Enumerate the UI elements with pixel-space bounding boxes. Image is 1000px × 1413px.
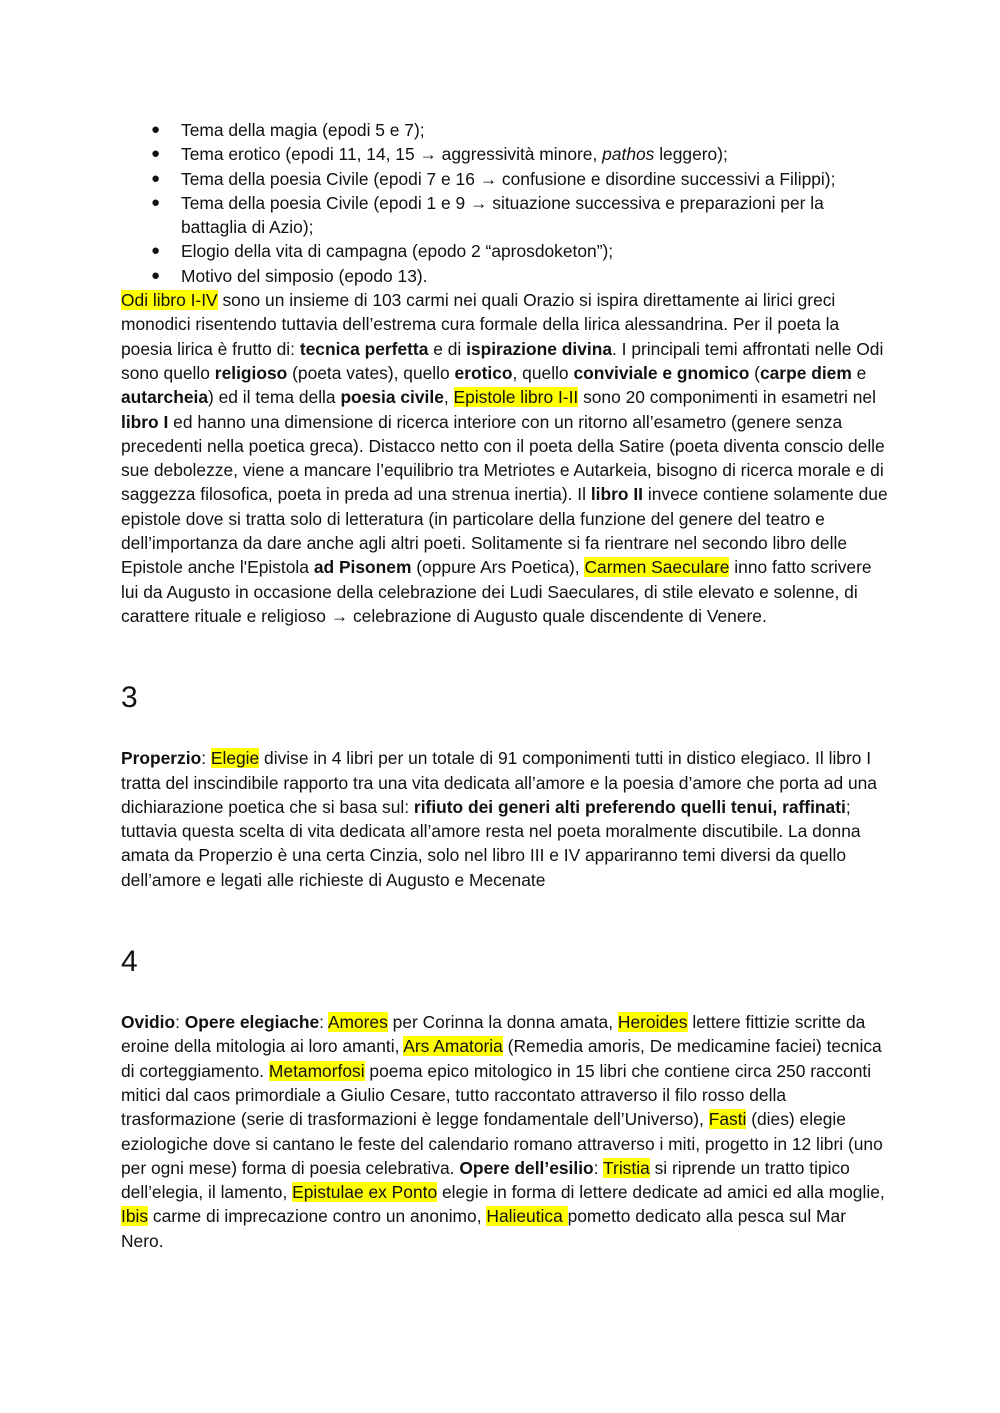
section-number: 4: [121, 945, 138, 979]
list-item: ● Tema della poesia Civile (epodi 7 e 16 → confusione e disordine successivi a Filippi);: [121, 167, 891, 191]
highlight: Epistole libro I-II: [453, 387, 579, 408]
bullet-icon: ●: [151, 242, 161, 260]
list-item: ● Motivo del simposio (epodo 13).: [121, 264, 891, 288]
highlight: Halieutica: [486, 1206, 568, 1227]
odi-epistole-paragraph: Odi libro I-IV sono un insieme di 103 carmi nei quali Orazio si ispira direttamente ai lirici greci monodici risentendo tuttavia dell’estrema cura formale della lirica alessandrina. Per il poeta la poesia lirica è frutto di: tecnica perfetta e di ispirazione divina. I principali temi affrontati nelle Odi sono quello religioso (poeta vates), quello erotico, quello conviviale e gnomico (carpe diem e autarcheia) ed il tema della poesia civile, Epistole libro I-II sono 20 componimenti in esametri nel libro I ed hanno una dimensione di ricerca interiore con un ritorno all’esametro (genere senza precedenti nella poetica greca). Distacco netto con il poeta della Satire (poeta diventa conscio delle sue debolezze, viene a mancare l’equilibrio tra Metriotes e Autarkeia, bisogno di ricerca morale e di saggezza filosofica, poeta in preda ad una strenua inertia). Il libro II invece contiene solamente due epistole dove si tratta solo di letteratura (in particolare della funzione del genere del teatro e dell’importanza da dare anche agli altri poeti. Solitamente si fa rientrare nel secondo libro delle Epistole anche l'Epistola ad Pisonem (oppure Ars Poetica), Carmen Saeculare inno fatto scrivere lui da Augusto in occasione della celebrazione dei Ludi Saeculares, di stile elevato e solenne, di carattere rituale e religioso → celebrazione di Augusto quale discendente di Venere.: [121, 290, 888, 626]
bullet-icon: ●: [151, 145, 161, 163]
list-item: ● Tema della magia (epodi 5 e 7);: [121, 118, 891, 142]
section-number: 3: [121, 681, 138, 715]
bullet-icon: ●: [151, 121, 161, 138]
list-item: ● Elogio della vita di campagna (epodo 2 “aprosdoketon”);: [121, 239, 891, 263]
highlight: Epistulae ex Ponto: [292, 1182, 438, 1203]
highlight: Amores: [327, 1012, 388, 1033]
bullet-icon: ●: [151, 193, 161, 211]
list-item: ● Tema della poesia Civile (epodi 1 e 9 → situazione successiva e preparazioni per la battaglia di Azio);: [151, 192, 824, 238]
highlight: Heroides: [617, 1012, 688, 1033]
properzio-paragraph: Properzio: Elegie divise in 4 libri per un totale di 91 componimenti tutti in distico elegiaco. Il libro I tratta del inscindibile rapporto tra una vita dedicata all’amore e la poesia d’amore che porta ad una dichiarazione poetica che si basa sul: rifiuto dei generi alti preferendo quelli tenui, raffinati; tuttavia questa scelta di vita dedicata all’amore resta nel poeta moralmente discutibile. La donna amata da Properzio è una certa Cinzia, solo nel libro III e IV appariranno temi diversi da quello dell’amore e legati alle richieste di Augusto e Mecenate: [121, 748, 877, 890]
highlight: Elegie: [210, 748, 260, 769]
highlight: Tristia: [603, 1157, 650, 1178]
ovidio-paragraph: Ovidio: Opere elegiache: Amores per Corinna la donna amata, Heroides lettere fittizie scritte da eroine della mitologia ai loro amanti, Ars Amatoria (Remedia amoris, De medicamine faciei) tecnica di corteggiamento. Metamorfosi poema epico mitologico in 15 libri che contiene circa 250 racconti mitici dal caos primordiale a Giulio Cesare, tutto raccontato attraverso il filo rosso della trasformazione (serie di trasformazioni è legge fondamentale dell’Universo), Fasti (dies) elegie eziologiche dove si cantano le feste del calendario romano attraverso i miti, progetto in 12 libri (uno per ogni mese) forma di poesia celebrativa. Opere dell’esilio: Tristia si riprende un tratto tipico dell’elegia, il lamento, Epistulae ex Ponto elegie in forma di lettere dedicate ad amici ed alla moglie, Ibis carme di imprecazione contro un anonimo, Halieutica pometto dedicato alla pesca sul Mar Nero.: [121, 1012, 885, 1251]
highlight: Odi libro I-IV: [121, 290, 218, 311]
list-item: ● Tema erotico (epodi 11, 14, 15 → aggressività minore, pathos leggero);: [121, 142, 891, 166]
epodi-themes-list: [121, 118, 891, 288]
bullet-icon: ●: [151, 169, 161, 187]
highlight: Carmen Saeculare: [584, 557, 730, 578]
highlight: Fasti: [708, 1109, 747, 1130]
document-page: [121, 118, 891, 1253]
highlight: Ars Amatoria: [403, 1036, 503, 1057]
highlight: Metamorfosi: [268, 1060, 365, 1081]
bullet-icon: ●: [151, 266, 161, 284]
highlight: Ibis: [121, 1206, 149, 1227]
